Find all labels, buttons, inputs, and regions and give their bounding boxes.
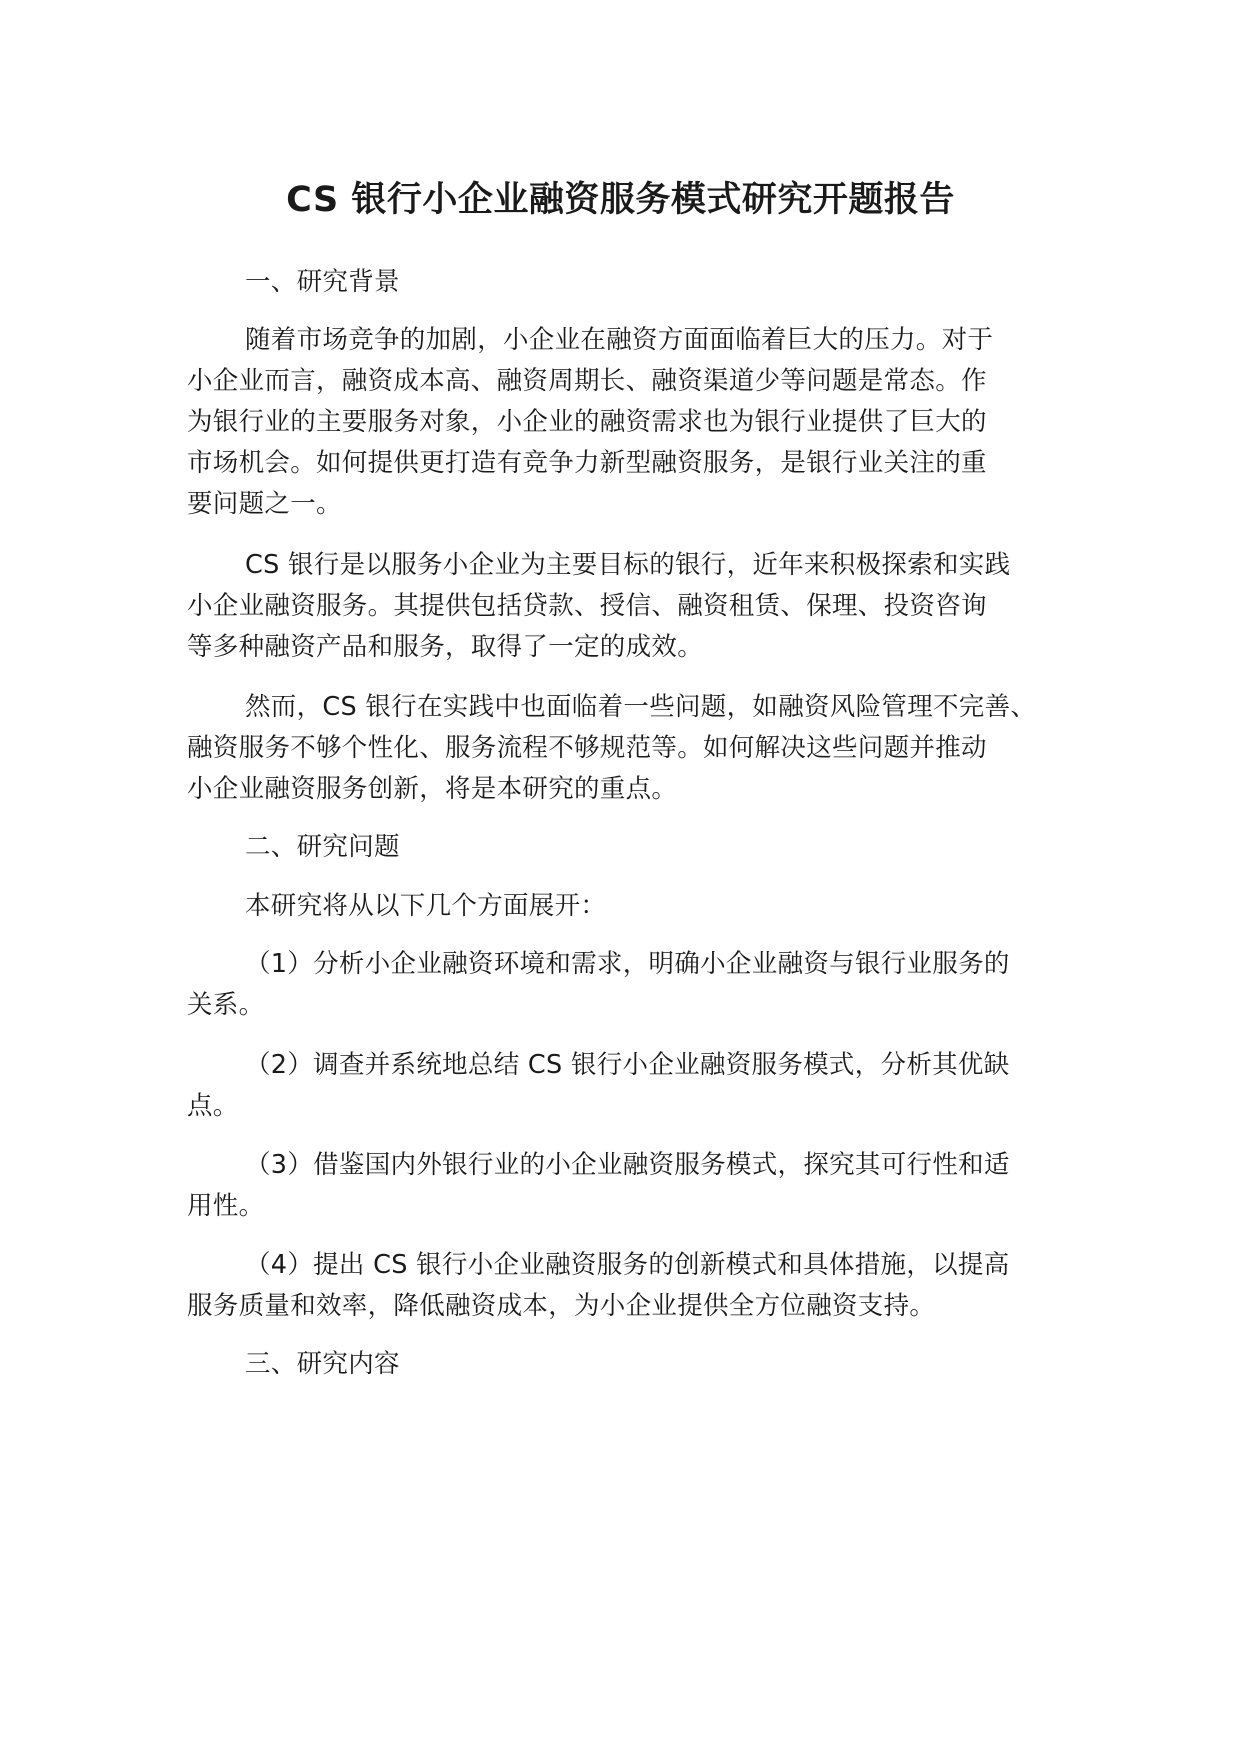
paragraph-line: 随着市场竞争的加剧，小企业在融资方面面临着巨大的压力。对于 (245, 325, 994, 355)
list-item-line: 关系。 (187, 990, 265, 1020)
list-item-line: 点。 (187, 1091, 239, 1121)
paragraph-intro: 本研究将从以下几个方面展开： (245, 891, 607, 921)
paragraph-line: 融资服务不够个性化、服务流程不够规范等。如何解决这些问题并推动 (187, 733, 987, 763)
list-item-line: （4）提出 CS 银行小企业融资服务的创新模式和具体措施，以提高 (245, 1250, 1010, 1280)
list-item-line: （2）调查并系统地总结 CS 银行小企业融资服务模式，分析其优缺 (245, 1050, 1010, 1080)
list-item-line: （1）分析小企业融资环境和需求，明确小企业融资与银行业服务的 (245, 949, 1010, 979)
paragraph-line: 小企业融资服务。其提供包括贷款、授信、融资租赁、保理、投资咨询 (187, 591, 987, 621)
list-item-line: 用性。 (187, 1191, 265, 1221)
list-item-line: 服务质量和效率，降低融资成本，为小企业提供全方位融资支持。 (187, 1291, 936, 1321)
paragraph-line: 为银行业的主要服务对象，小企业的融资需求也为银行业提供了巨大的 (187, 407, 987, 437)
paragraph-line: 要问题之一。 (187, 489, 342, 519)
paragraph-line: 小企业融资服务创新，将是本研究的重点。 (187, 774, 678, 804)
paragraph-line: 等多种融资产品和服务，取得了一定的成效。 (187, 632, 704, 662)
paragraph-line: 市场机会。如何提供更打造有竞争力新型融资服务，是银行业关注的重 (187, 448, 987, 478)
paragraph-line: 然而，CS 银行在实践中也面临着一些问题，如融资风险管理不完善、 (245, 692, 1037, 722)
section-heading-background: 一、研究背景 (245, 267, 400, 297)
section-heading-content: 三、研究内容 (245, 1349, 400, 1379)
section-heading-questions: 二、研究问题 (245, 832, 400, 862)
paragraph-line: CS 银行是以服务小企业为主要目标的银行，近年来积极探索和实践 (245, 550, 1011, 580)
document-title: CS 银行小企业融资服务模式研究开题报告 (286, 180, 955, 220)
list-item-line: （3）借鉴国内外银行业的小企业融资服务模式，探究其可行性和适 (245, 1150, 1010, 1180)
paragraph-line: 小企业而言，融资成本高、融资周期长、融资渠道少等问题是常态。作 (187, 366, 987, 396)
